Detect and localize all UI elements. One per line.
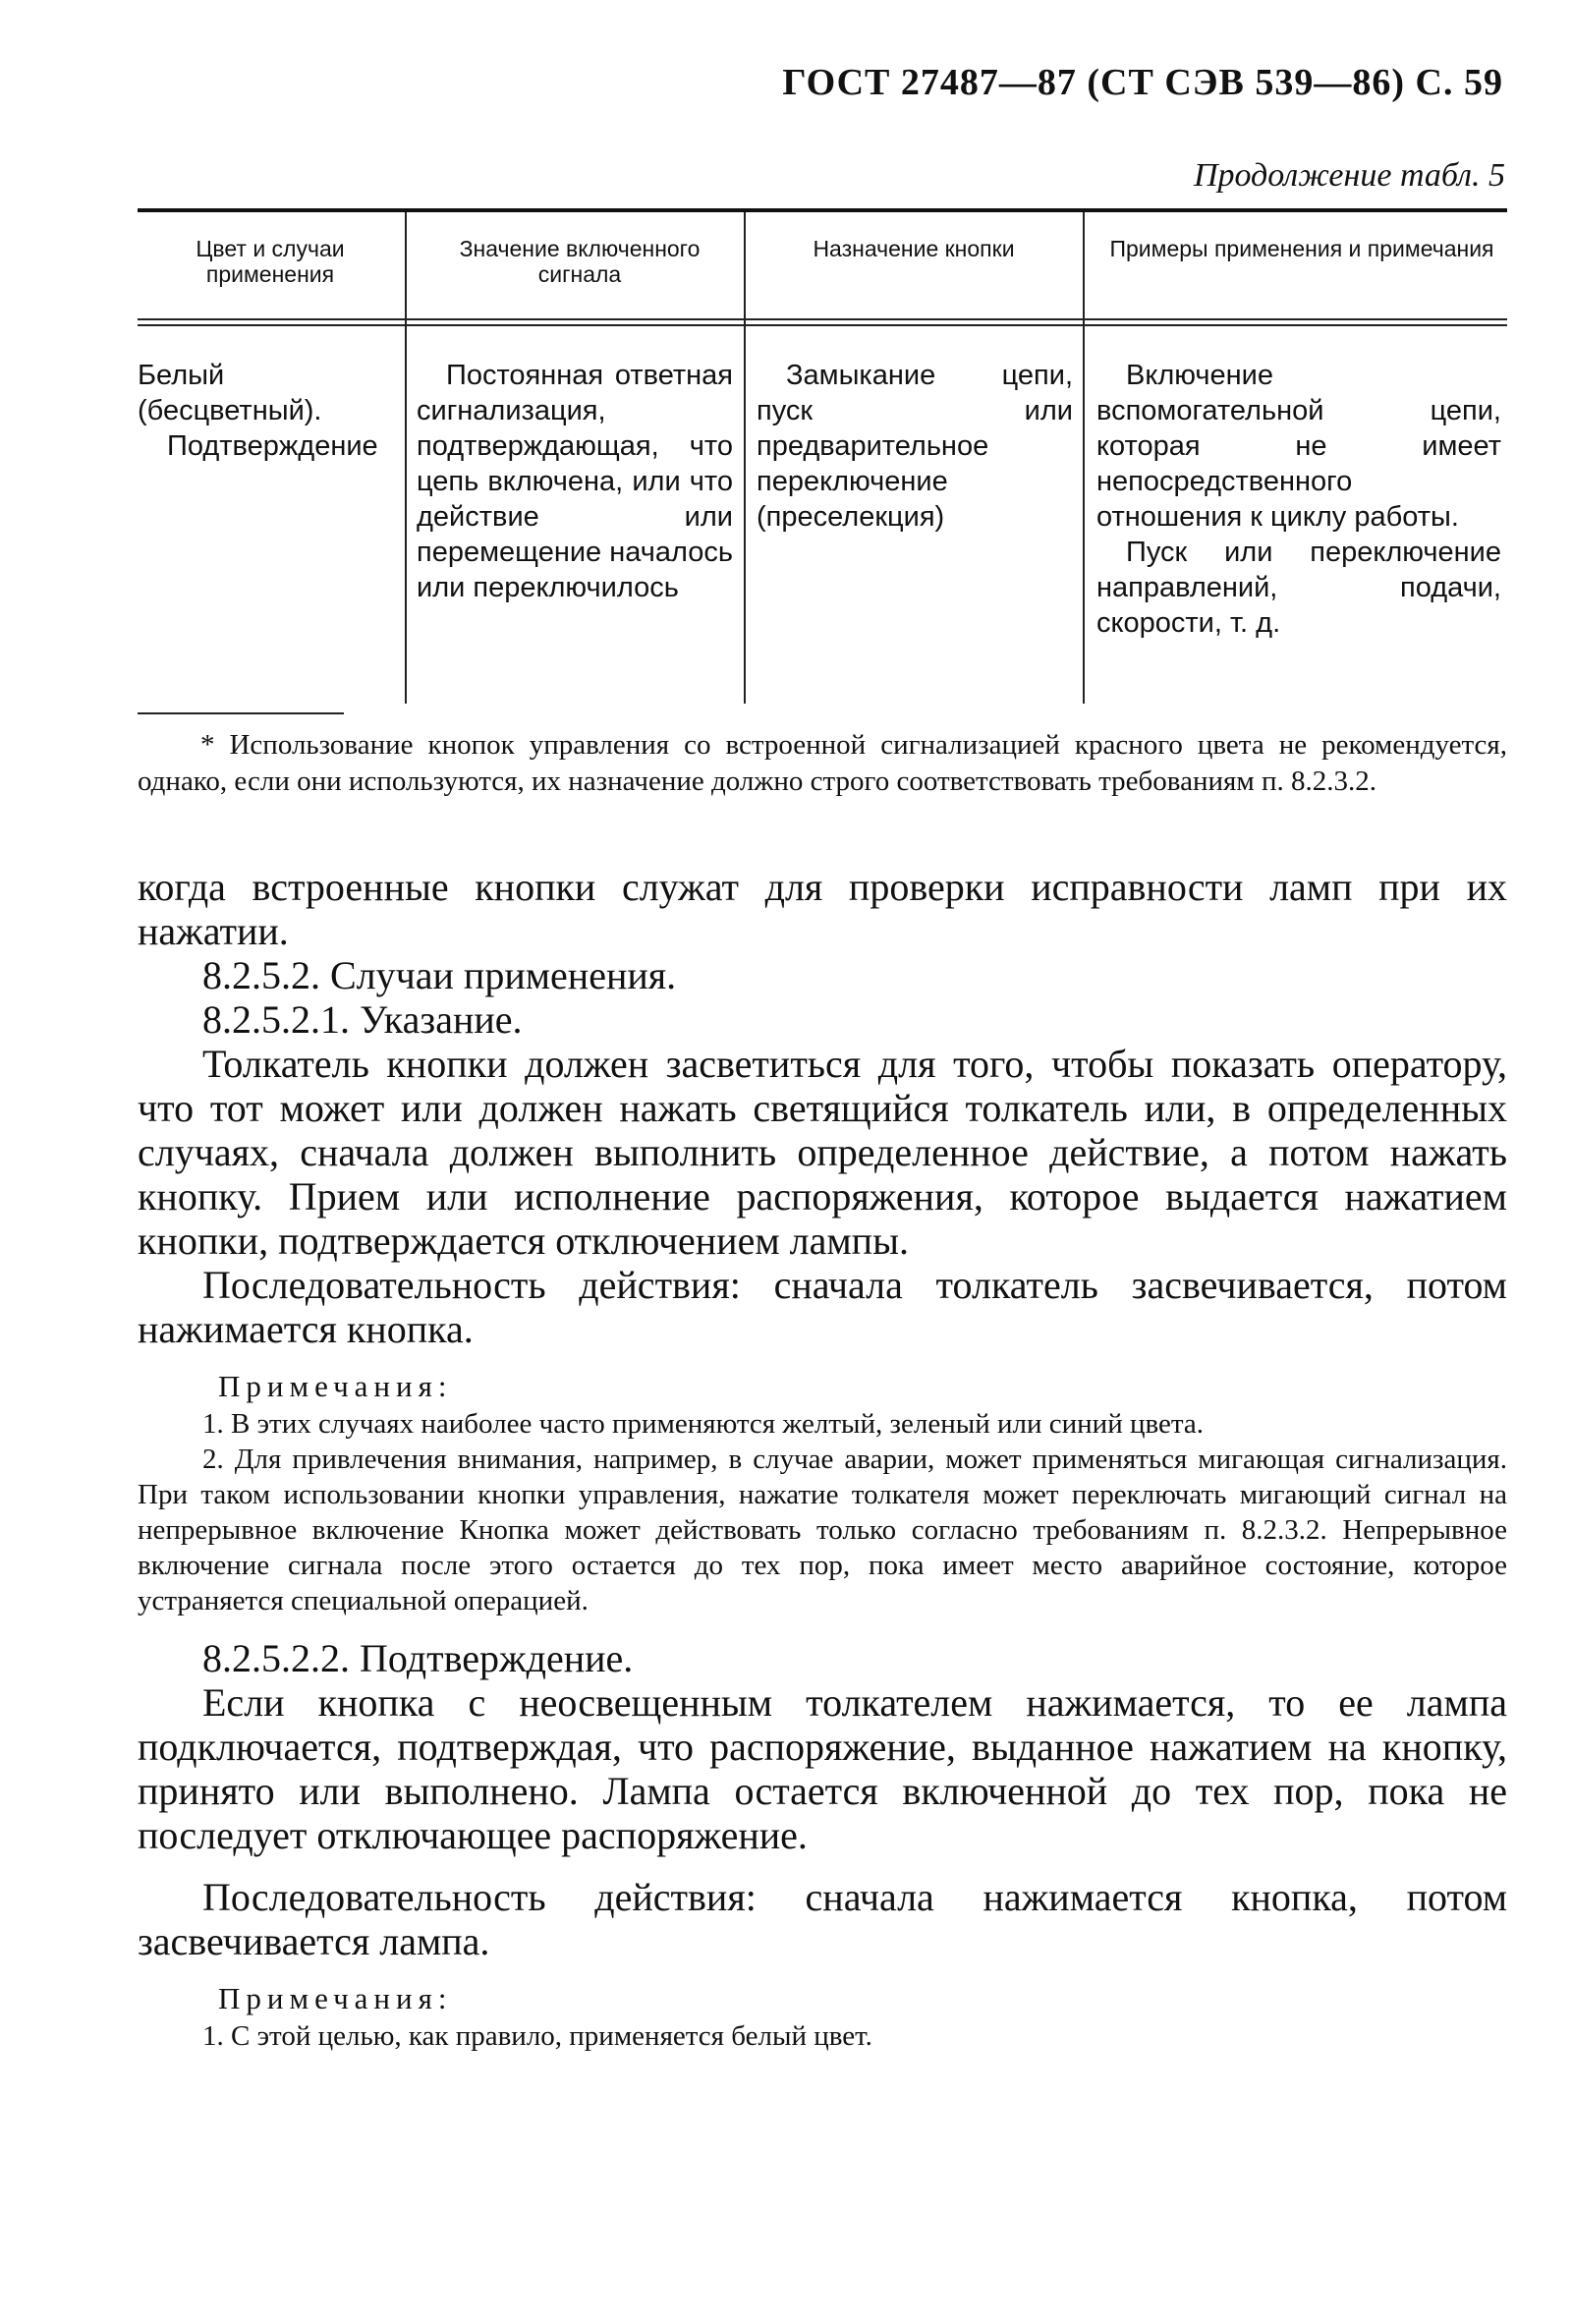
column-header-purpose: Назначение кнопки [813,236,1015,261]
note: 2. Для привлечения внимания, например, в случае аварии, может применяться мигающая сигнализация. При таком использовании кнопки управления, нажатие толкателя может переключать мигающий сигнал на непрерывное включение Кнопка может действовать только согласно требованиям п. 8.2.3.2. Непрерывное включение сигнала после этого остается до тех пор, пока имеет место аварийное состояние, которое устраняется специальной операцией. [138,1444,1507,1616]
footnote: * Использование кнопок управления со встроенной сигнализацией красного цвета не рекомендуется, однако, если они используются, их назначение должно строго соответствовать требованиям п. 8.2.3.2. [138,729,1507,797]
column-header-examples: Примеры применения и примечания [1109,236,1494,261]
column-divider [405,212,407,704]
notes-heading: Примечания: [218,1981,453,2015]
header-rule-1 [138,318,1507,320]
paragraph: Толкатель кнопки должен засветиться для того, чтобы показать оператору, что тот может или должен нажать светящийся толкатель или, в определенных случаях, сначала должен выполнить определенное действие, а потом нажать кнопку. Прием или исполнение распоряжения, которое выдается нажатием кнопки, подтверждается отключением лампы. [138,1042,1507,1263]
notes-heading: Примечания: [218,1369,453,1403]
section-heading: 8.2.5.2.2. Подтверждение. [202,1636,634,1680]
cell-purpose-text: Замыкание цепи, пуск или предварительное переключение (преселекция) [757,360,1073,533]
table-continuation-label: Продолжение табл. 5 [1193,157,1505,194]
cell-purpose [757,358,1073,535]
column-divider [744,212,746,704]
body-text [138,865,1507,2054]
section-heading: 8.2.5.2. Случаи применения. [202,953,677,997]
header-rule-2 [138,324,1507,326]
column-header-color: Цвет и случаи применения [196,236,345,287]
note: 1. В этих случаях наиболее часто применяются желтый, зеленый или синий цвета. [202,1408,1205,1440]
paragraph: Последовательность действия: сначала нажимается кнопка, потом засвечивается лампа. [138,1875,1507,1963]
column-divider [1083,212,1085,704]
paragraph: Последовательность действия: сначала толкатель засвечивается, потом нажимается кнопка. [138,1263,1507,1351]
cell-meaning [417,358,733,605]
cell-examples [1096,358,1501,641]
cell-example-1: Включение вспомогательной цепи, которая не имеет непосредственного отношения к циклу работы. [1096,360,1501,533]
note: 1. С этой целью, как правило, применяется белый цвет. [202,2020,872,2052]
cell-color-line1: Белый (бесцветный). [138,360,322,426]
cell-example-2: Пуск или переключение направлений, подачи, скорости, т. д. [1096,537,1501,639]
cell-meaning-text: Постоянная ответная сигнализация, подтверждающая, что цепь включена, или что действие или перемещение началось или переключилось [417,360,733,603]
footnote-rule [138,712,344,714]
paragraph: когда встроенные кнопки служат для проверки исправности ламп при их нажатии. [138,865,1507,953]
table-top-rule [138,208,1507,212]
paragraph: Если кнопка с неосвещенным толкателем нажимается, то ее лампа подключается, подтверждая, что распоряжение, выданное нажатием на кнопку, принято или выполнено. Лампа остается включенной до тех пор, пока не последует отключающее распоряжение. [138,1680,1507,1857]
cell-color-line2: Подтверждение [167,430,378,462]
column-header-meaning: Значение включенного сигнала [459,236,701,287]
cell-color [138,358,393,464]
page-header: ГОСТ 27487—87 (СТ СЭВ 539—86) С. 59 [782,62,1503,103]
section-heading: 8.2.5.2.1. Указание. [202,997,523,1042]
